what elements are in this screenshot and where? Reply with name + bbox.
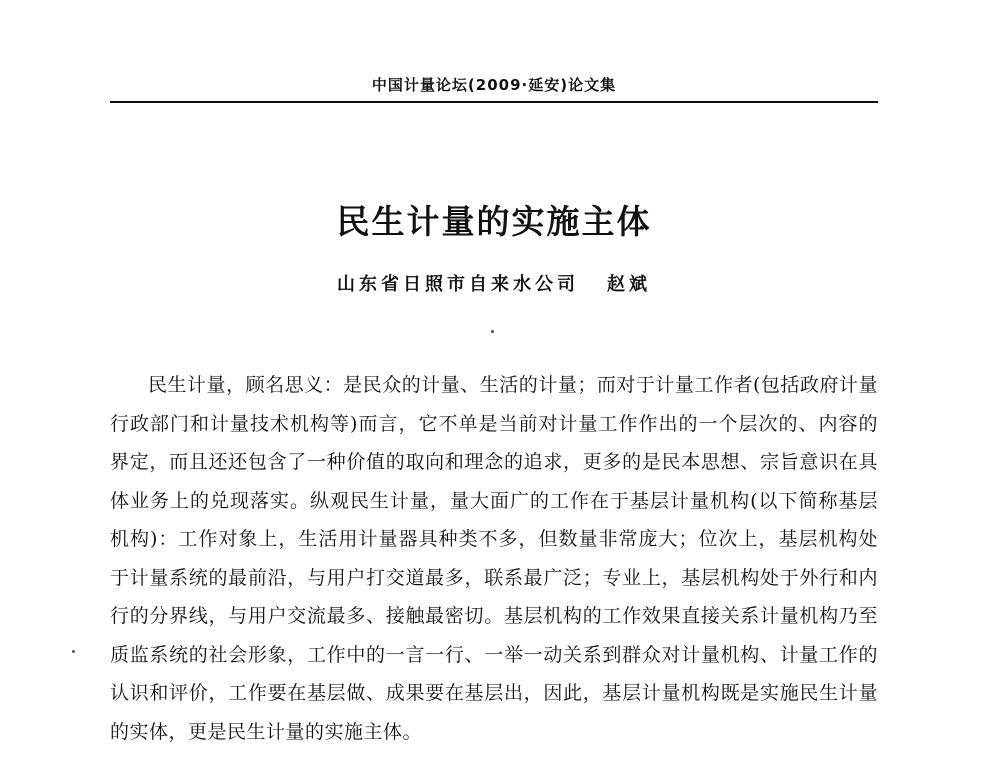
running-header: 中国计量论坛(2009·延安)论文集 [371,76,617,94]
header-rule [110,101,878,103]
author-name: 赵斌 [607,274,651,295]
byline [110,270,878,296]
article-title: 民生计量的实施主体 [336,202,652,241]
scan-speck [491,330,494,333]
author-affiliation: 山东省日照市自来水公司 [337,274,579,295]
scan-speck [72,650,75,653]
body-paragraph: 民生计量，顾名思义：是民众的计量、生活的计量；而对于计量工作者(包括政府计量行政部门和计量技术机构等)而言，它不单是当前对计量工作作出的一个层次的、内容的界定，而且还还包含了一种价值的取向和理念的追求，更多的是民本思想、宗旨意识在具体业务上的兑现落实。纵观民生计量，量大面广的工作在于基层计量机构(以下简称基层机构)：工作对象上，生活用计量器具种类不多，但数量非常庞大；位次上，基层机构处于计量系统的最前沿，与用户打交道最多，联系最广泛；专业上，基层机构处于外行和内行的分界线，与用户交流最多、接触最密切。基层机构的工作效果直接关系计量机构乃至质监系统的社会形象，工作中的一言一行、一举一动关系到群众对计量机构、计量工作的认识和评价，工作要在基层做、成果要在基层出，因此，基层计量机构既是实施民生计量的实体，更是民生计量的实施主体。 [110,374,878,743]
